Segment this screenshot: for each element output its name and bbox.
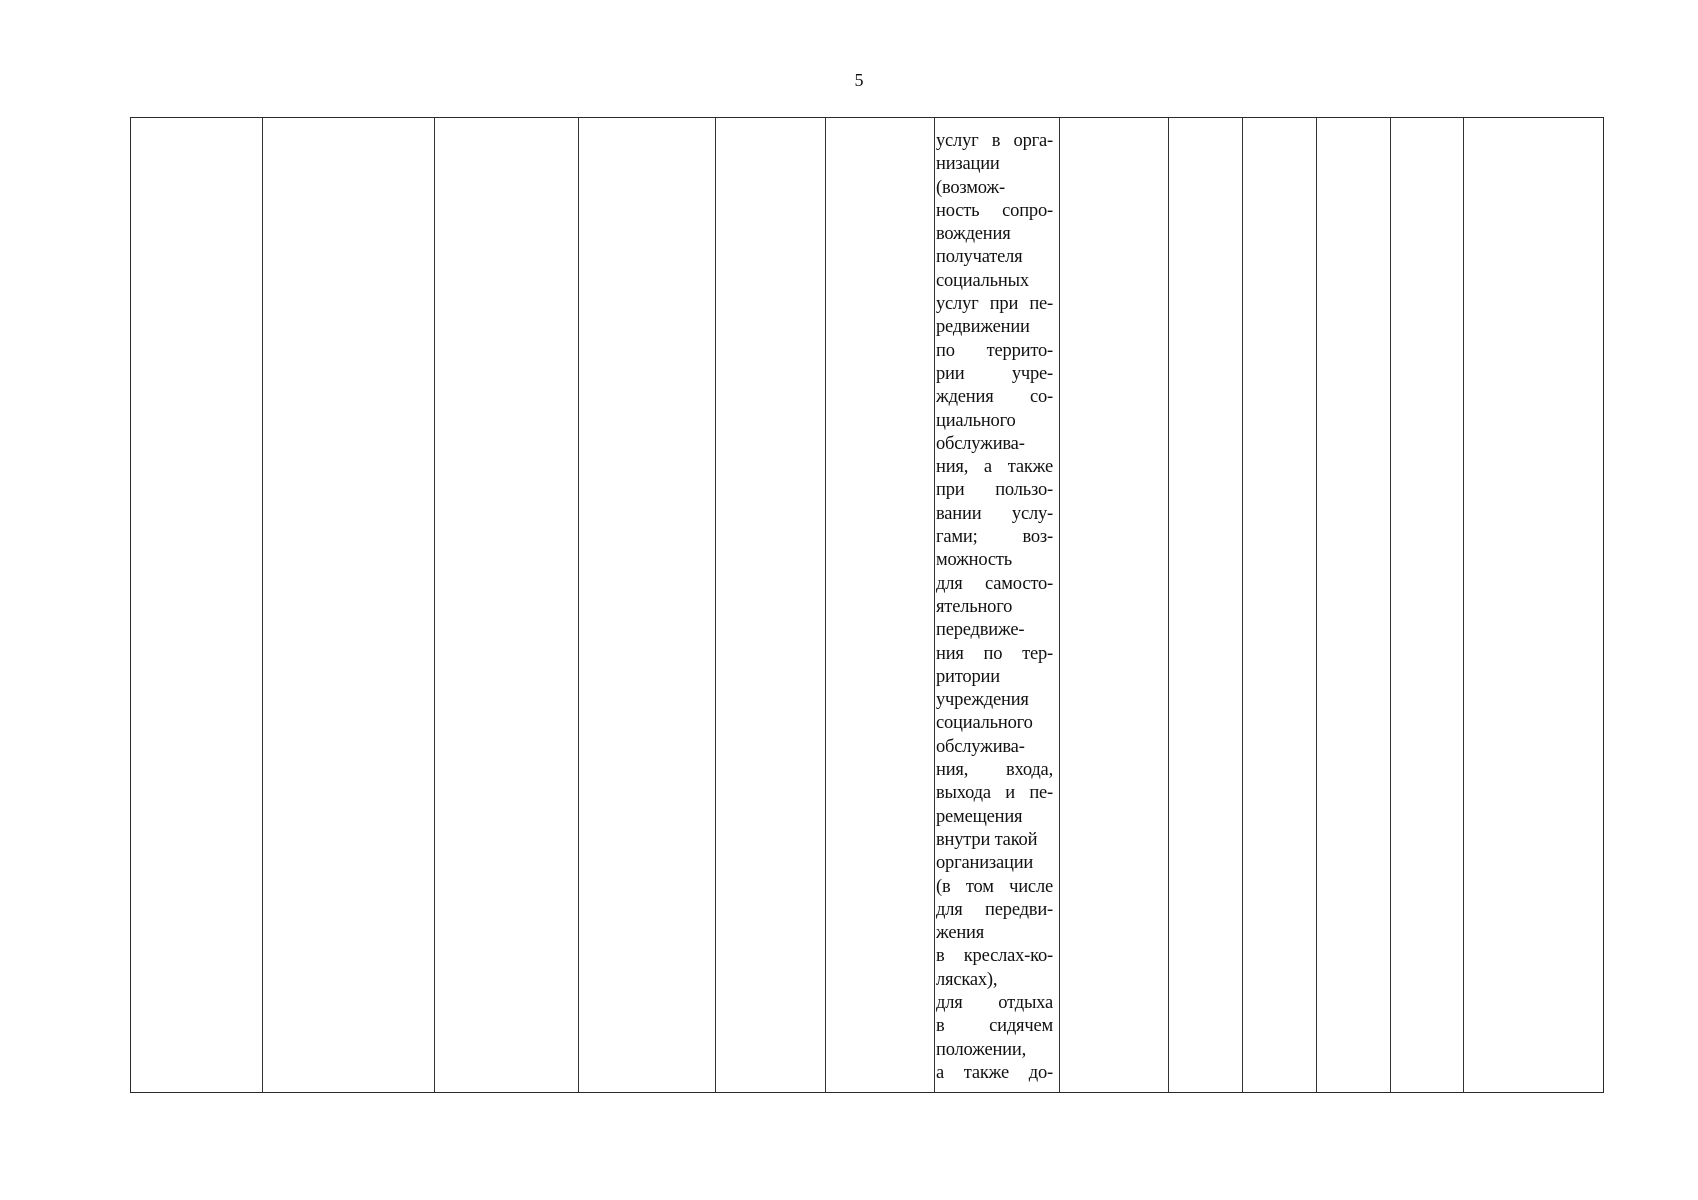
cell-text-line: ность сопро- xyxy=(936,200,1053,221)
cell-text-line: вождения xyxy=(936,224,1011,245)
column-divider xyxy=(1168,118,1169,1092)
cell-text-line: ждения со- xyxy=(936,387,1053,408)
cell-text-line: ремещения xyxy=(936,806,1023,827)
cell-text-line: редвижении xyxy=(936,317,1030,338)
cell-text-line: а также до- xyxy=(936,1062,1053,1083)
cell-text-line: передвиже- xyxy=(936,620,1025,641)
cell-text-line: ния по тер- xyxy=(936,643,1053,664)
cell-text-line: для передви- xyxy=(936,899,1053,920)
cell-text-line: услуг в орга- xyxy=(936,131,1053,151)
cell-text-line: обслужива- xyxy=(936,736,1025,757)
cell-text-line: для самосто- xyxy=(936,573,1053,594)
column-divider xyxy=(825,118,826,1092)
cell-text-line: выхода и пе- xyxy=(936,783,1053,804)
cell-text-line: в креслах-ко- xyxy=(936,946,1053,967)
column-divider xyxy=(1390,118,1391,1092)
cell-text-line: ния, а также xyxy=(936,457,1053,478)
cell-text-line: социального xyxy=(936,713,1033,734)
cell-text-line: низации xyxy=(936,154,1000,175)
page-number: 5 xyxy=(854,70,864,90)
cell-text-line: получателя xyxy=(936,247,1023,268)
cell-text-line: при пользо- xyxy=(936,480,1053,501)
cell-text-line: жения xyxy=(936,923,985,944)
cell-text-line: вании услу- xyxy=(936,503,1053,524)
cell-text-line: положении, xyxy=(936,1039,1027,1060)
cell-text-line: ятельного xyxy=(936,596,1013,617)
cell-text-line: рии учре- xyxy=(936,363,1053,384)
column-divider xyxy=(434,118,435,1092)
cell-text-line: услуг при пе- xyxy=(936,294,1053,315)
cell-text-line: лясках), xyxy=(936,969,998,990)
cell-text-line: (возмож- xyxy=(936,177,1005,198)
column-divider xyxy=(715,118,716,1092)
cell-text-line: учреждения xyxy=(936,690,1029,711)
cell-text-line: (в том числе xyxy=(936,876,1053,897)
column-divider xyxy=(934,118,935,1092)
cell-text-line: социальных xyxy=(936,270,1029,291)
cell-text-line: можность xyxy=(936,550,1013,571)
table-cell-text xyxy=(936,130,1053,1085)
cell-text-line: организации xyxy=(936,853,1034,874)
data-table xyxy=(130,117,1604,1093)
column-divider xyxy=(578,118,579,1092)
cell-text-line: циального xyxy=(936,410,1016,431)
cell-text-line: для отдыха xyxy=(936,992,1053,1013)
cell-text-line: гами; воз- xyxy=(936,527,1053,548)
cell-text-line: по террито- xyxy=(936,340,1053,361)
column-divider xyxy=(1463,118,1464,1092)
cell-text-line: ритории xyxy=(936,666,1000,687)
cell-text-line: внутри такой xyxy=(936,829,1038,850)
column-divider xyxy=(1059,118,1060,1092)
cell-text-line: обслужива- xyxy=(936,433,1025,454)
column-divider xyxy=(262,118,263,1092)
column-divider xyxy=(1316,118,1317,1092)
cell-text-line: ния, входа, xyxy=(936,760,1053,781)
column-divider xyxy=(1242,118,1243,1092)
cell-text-line: в сидячем xyxy=(936,1016,1053,1037)
